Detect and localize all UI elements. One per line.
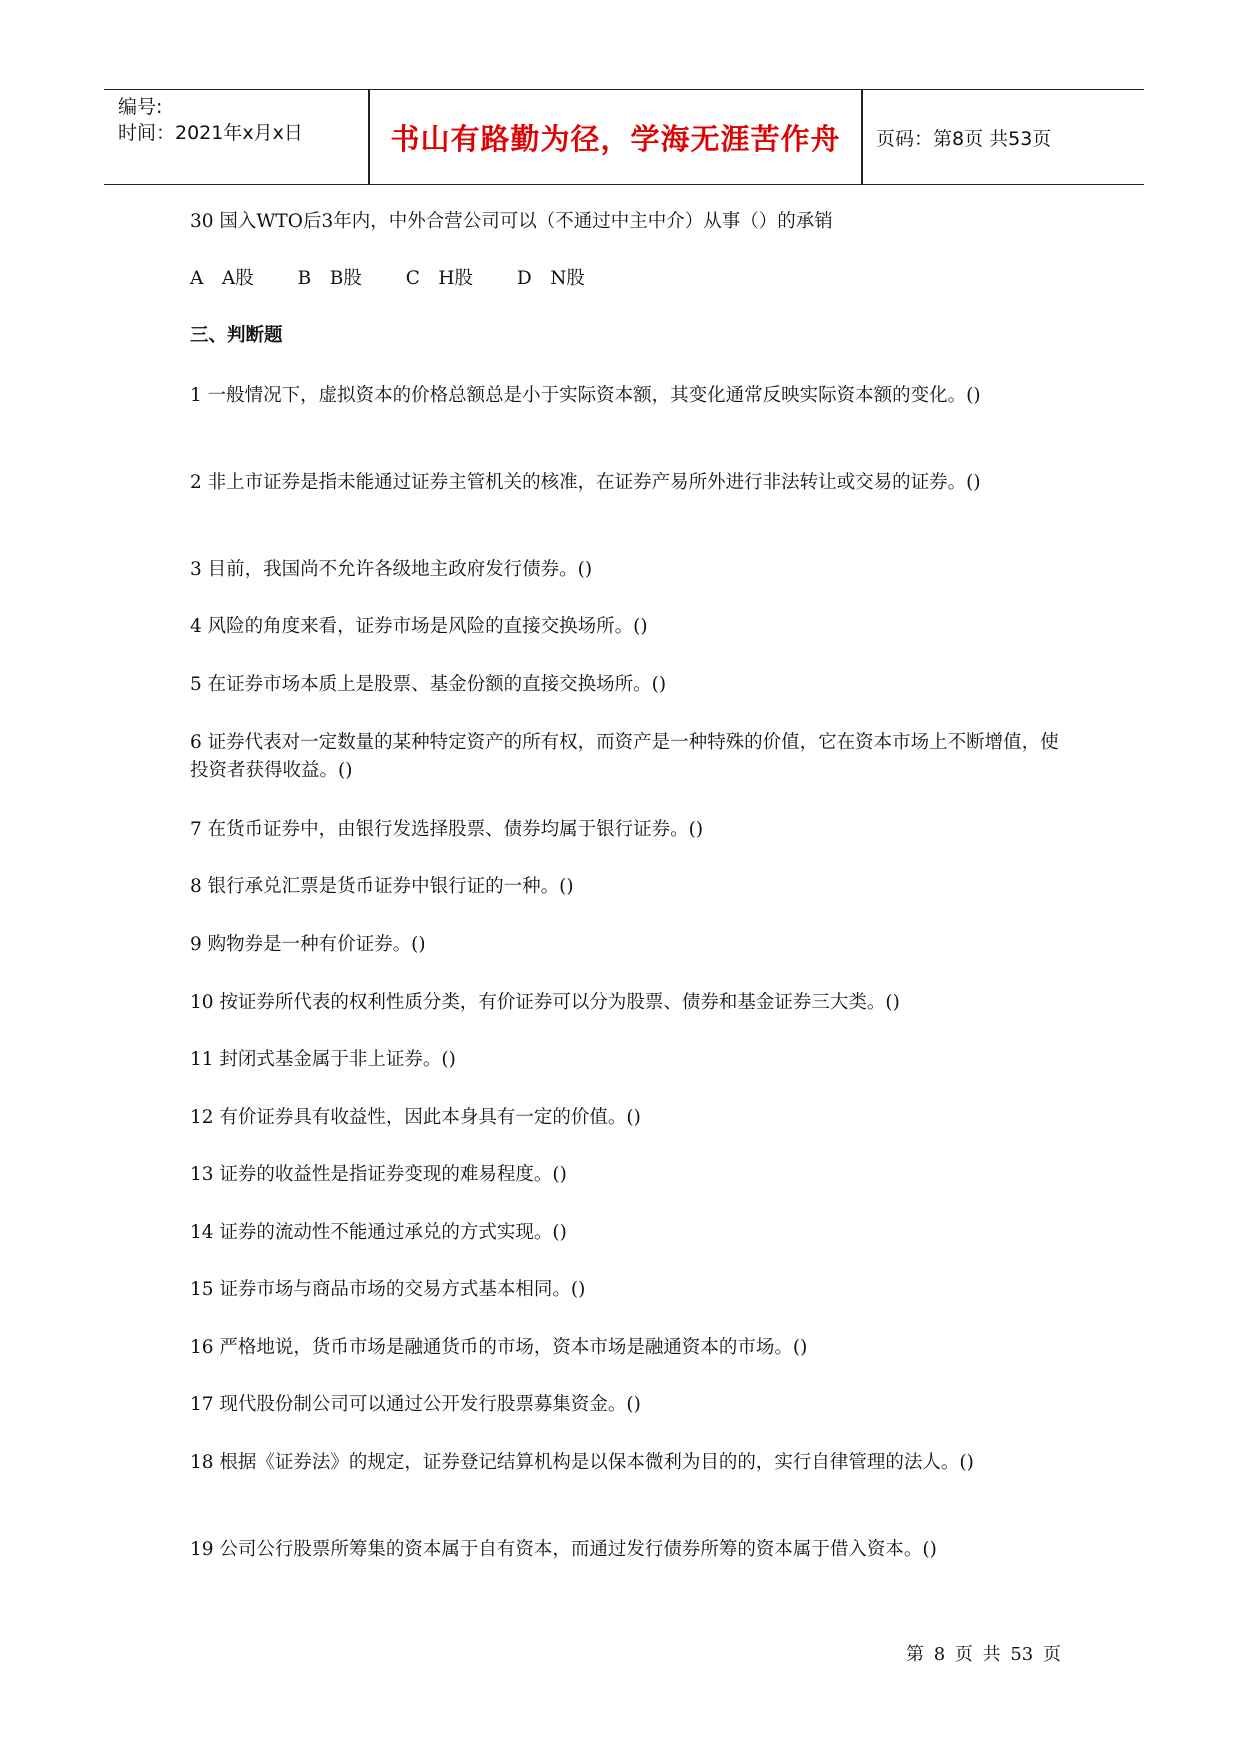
document-header bbox=[104, 89, 1144, 185]
option-c: C H股 bbox=[405, 268, 474, 289]
header-motto: 书山有路勤为径，学海无涯苦作舟 bbox=[390, 121, 841, 156]
list-item: 12 有价证券具有收益性，因此本身具有一定的价值。() bbox=[190, 1107, 641, 1128]
time-label: 时间：2021年x月x日 bbox=[118, 122, 303, 144]
option-b: B B股 bbox=[297, 268, 362, 289]
list-item: 9 购物券是一种有价证券。() bbox=[190, 934, 426, 955]
page-footer: 第 8 页 共 53 页 bbox=[906, 1644, 1061, 1665]
list-item: 3 目前，我国尚不允许各级地主政府发行债券。() bbox=[190, 559, 593, 580]
list-item: 15 证券市场与商品市场的交易方式基本相同。() bbox=[190, 1279, 586, 1300]
list-item: 4 风险的角度来看，证券市场是风险的直接交换场所。() bbox=[190, 616, 648, 637]
option-d: D N股 bbox=[516, 268, 585, 289]
list-item: 16 严格地说，货币市场是融通货币的市场，资本市场是融通资本的市场。() bbox=[190, 1337, 808, 1358]
list-item: 10 按证券所代表的权利性质分类，有价证券可以分为股票、债券和基金证券三大类。() bbox=[190, 992, 900, 1013]
list-item: 2 非上市证券是指未能通过证券主管机关的核准，在证券产易所外进行非法转让或交易的证券。() bbox=[190, 472, 981, 493]
number-label: 编号: bbox=[118, 96, 163, 118]
header-divider bbox=[861, 90, 863, 184]
header-meta bbox=[118, 90, 358, 184]
option-a: A A股 bbox=[190, 268, 254, 289]
list-item: 13 证券的收益性是指证券变现的难易程度。() bbox=[190, 1164, 567, 1185]
question-30-options bbox=[190, 265, 1065, 293]
list-item: 14 证券的流动性不能通过承兑的方式实现。() bbox=[190, 1222, 567, 1243]
list-item: 17 现代股份制公司可以通过公开发行股票募集资金。() bbox=[190, 1394, 641, 1415]
list-item: 1 一般情况下，虚拟资本的价格总额总是小于实际资本额，其变化通常反映实际资本额的变化。() bbox=[190, 385, 981, 406]
list-item: 7 在货币证券中，由银行发选择股票、债券均属于银行证券。() bbox=[190, 819, 704, 840]
header-page-info: 页码：第8页 共53页 bbox=[876, 127, 1052, 150]
list-item: 18 根据《证券法》的规定，证券登记结算机构是以保本微利为目的的，实行自律管理的法人。() bbox=[190, 1452, 974, 1473]
list-item: 6 证券代表对一定数量的某种特定资产的所有权，而资产是一种特殊的价值，它在资本市场上不断增值，使投资者获得收益。() bbox=[190, 732, 1059, 781]
list-item: 5 在证券市场本质上是股票、基金份额的直接交换场所。() bbox=[190, 674, 667, 695]
list-item: 19 公司公行股票所筹集的资本属于自有资本，而通过发行债券所筹的资本属于借入资本。() bbox=[190, 1539, 937, 1560]
question-30: 30 国入WTO后3年内，中外合营公司可以（不通过中主中介）从事（）的承销 bbox=[190, 211, 833, 232]
list-item: 8 银行承兑汇票是货币证券中银行证的一种。() bbox=[190, 876, 574, 897]
list-item: 11 封闭式基金属于非上证券。() bbox=[190, 1049, 456, 1070]
section-title: 三、判断题 bbox=[190, 325, 283, 346]
